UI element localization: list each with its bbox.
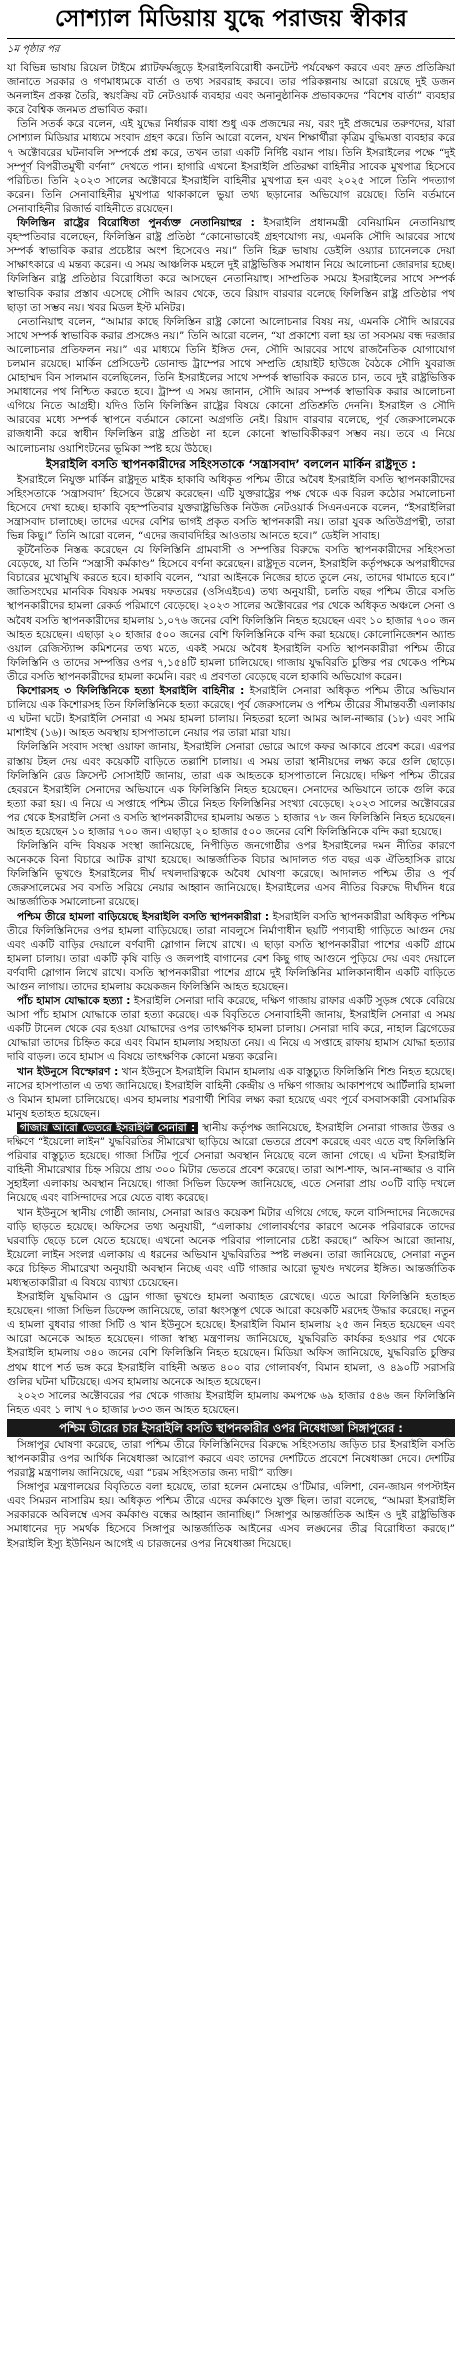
section-heading: খান ইউনুসে বিস্ফোরণ : <box>17 1065 119 1078</box>
section-hamas-fighters <box>7 994 455 1064</box>
section-heading: ফিলিস্তিন রাষ্ট্রের বিরোধিতা পুনর্ব্যক্ত নেতানিয়াহুর : <box>17 217 255 230</box>
section-heading: পশ্চিম তীরে হামলা বাড়িয়েছে ইসরাইলি বসতি স্থাপনকারীরা : <box>17 910 270 923</box>
paragraph: নেতানিয়াহু বলেন, “আমার কাছে ফিলিস্তিন রাষ্ট্র কোনো আলোচনার বিষয় নয়, এমনকি সৌদি আরবের সাথে সম্পর্ক স্বাভাবিক করার প্রসঙ্গেও নয়।” তিনি আরো বলেন, “যা প্রকাশ্যে বলা হয় তা সবসময় বন্ধ দরজার আলোচনার প্রতিফলন নয়।” এর মাধ্যমে তিনি ইঙ্গিত দেন, সৌদি আরবের সাথে রাজনৈতিক যোগাযোগ চলমান রয়েছে। মার্কিন প্রেসিডেন্ট ডোনাল্ড ট্রাম্পের সাথে সম্প্রতি হোয়াইট হাউজে বৈঠকে সৌদি যুবরাজ মোহাম্মদ বিন সালমান বলেছিলেন, তিনি ইসরাইলের সাথে সম্পর্ক স্বাভাবিক করতে চান, তবে দুই রাষ্ট্রভিত্তিক সমাধানের পথ নিশ্চিত করতে হবে। ট্রাম্প এ সময় জানান, সৌদি আরব সম্পর্ক স্বাভাবিক করার আলোচনা এগিয়ে নিতে আগ্রহী। যদিও তিনি ফিলিস্তিন রাষ্ট্রের বিষয়ে কোনো প্রতিশ্রুতি দেননি। ইসরাইল ও সৌদি আরবের মধ্যে সম্পর্ক স্থাপনে বর্তমানে কোনো অগ্রগতি নেই। রিয়াদ বারবার বলেছে, পূর্ব জেরুসালেমকে রাজধানী করে স্বাধীন ফিলিস্তিন রাষ্ট্র প্রতিষ্ঠা না হলে কোনো স্বাভাবিকীকরণ সম্ভব নয়। তবে এ নিয়ে আলোচনায় ওয়াশিংটনের ভূমিকা স্পষ্ট হয়ে উঠছে। <box>7 315 455 455</box>
section-heading: পাঁচ হামাস যোদ্ধাকে হত্যা : <box>17 995 131 1008</box>
section-singapore-sanctions <box>7 1419 455 1551</box>
paragraph: সিঙ্গাপুর ঘোষণা করেছে, তারা পশ্চিম তীরে ফিলিস্তিনিদের বিরুদ্ধে সহিংসতায় জড়িত চার ইসরাইলি বসতি স্থাপনকারীর ওপর আর্থিক নিষেধাজ্ঞা আরোপ করবে এবং তাদের দেশটিতে প্রবেশে নিষেধাজ্ঞা দেবে। দেশটির পররাষ্ট্র মন্ত্রণালয় জানিয়েছে, এরা “চরম সহিংসতার জন্য দায়ী” ব্যক্তি। <box>7 1438 455 1480</box>
article-body <box>7 61 455 1551</box>
section-netanyahu <box>7 216 455 456</box>
divider <box>7 38 455 39</box>
paragraph: সিঙ্গাপুর মন্ত্রণালয়ের বিবৃতিতে বলা হয়েছে, তারা হলেন মেনাহেম ও’টিমার, এলিশা, বেন-জায়ন গপস্টাইন এবং সিমরন নাসারিম হয়। অধিকৃত পশ্চিম তীরে এদের কর্মকাণ্ডে যুক্ত ছিল। তারা বলেছে, “আমরা ইসরাইলি সরকারকে অবিলম্বে এসব কর্মকাণ্ড বন্ধের আহ্বান জানাচ্ছি।” সিঙ্গাপুর আন্তর্জাতিক আইন ও দুই রাষ্ট্রভিত্তিক সমাধানের দৃঢ় সমর্থক হিসেবে সিঙ্গাপুর আন্তর্জাতিক আইনের এসব লঙ্ঘনের তীব্র বিরোধিতা করছে।” ইসরাইলি ইস্যু ইউনিয়ন আগেই এ চারজনের ওপর নিষেধাজ্ঞা দিয়েছে। <box>7 1481 455 1550</box>
paragraph: কূটনৈতিক নিস্তব্ধ করেছেন যে ফিলিস্তিনি গ্রামবাসী ও সম্পত্তির বিরুদ্ধে বসতি স্থাপনকারীদের সহিংসতা বেড়েছে, যা তিনি “সন্ত্রাসী কর্মকাণ্ড” হিসেবে বর্ণনা করেছেন। রাষ্ট্রদূত বলেন, ইসরাইলি কর্তৃপক্ষকে অপরাধীদের বিচারের মুখোমুখি করতে হবে। হাকাবি বলেন, “যারা আইনকে নিজের হাতে তুলে নেয়, তাদের থামাতে হবে।” জাতিসংঘের মানবিক বিষয়ক সমন্বয় দফতরের (ওসিএইচএ) তথ্য অনুযায়ী, চলতি বছর পশ্চিম তীরে বসতি স্থাপনকারীদের হামলা রেকর্ড পরিমাণে বেড়েছে। ২০২৩ সালের অক্টোবরের পর থেকে অধিকৃত অঞ্চলে সেনা ও অবৈধ বসতি স্থাপনকারীদের হামলায় ১,০৭৬ জনের বেশি ফিলিস্তিনি নিহত হয়েছেন এবং ১০ হাজার ৭০০ জন আহত হয়েছেন। এছাড়া ২০ হাজার ৫০০ জনের বেশি ফিলিস্তিনিকে বন্দি করা হয়েছে। কোলোনিজেশন অ্যান্ড ওয়াল রেজিস্ট্যান্স কমিশনের তথ্য মতে, একই সময়ে অবৈধ ইসরাইলি বসতি স্থাপনকারীরা পশ্চিম তীরে ফিলিস্তিনি ও তাদের সম্পত্তির ওপর ৭,১৫৪টি হামলা চালিয়েছে। গাজায় যুদ্ধবিরতি চুক্তির পর থেকেও পশ্চিম তীরে বসতি স্থাপনকারীদের হামলা কমেনি। বরং এ প্রবণতা বেড়েছে বলে হাকাবি অভিযোগ করেন। <box>7 544 455 683</box>
paragraph-text: ইসরাইলি সেনারা অধিকৃত পশ্চিম তীরে অভিযান চালিয়ে এক কিশোরসহ তিন ফিলিস্তিনিকে হত্যা করেছে। পূর্ব জেরুসালেম ও পশ্চিম তীরের সীমান্তবর্তী এলাকায় এ ঘটনা ঘটে। ইসরাইলি সেনারা এ সময় হামলা চালায়। নিহতরা হলো আমর আল-নাজ্জার (১৮) এবং সামি মাশাইখ (১৬)। আহত অবস্থায় হাসপাতালে নেয়ার পর তারা মারা যায়। <box>7 685 455 740</box>
section-heading: গাজায় আরো ভেতরে ইসরাইলি সেনারা : <box>17 1122 198 1134</box>
paragraph: ইসরাইলে নিযুক্ত মার্কিন রাষ্ট্রদূত মাইক হাকাবি অধিকৃত পশ্চিম তীরে অবৈধ ইসরাইলি বসতি স্থাপনকারীদের সহিংসতাকে ‘সন্ত্রাসবাদ’ হিসেবে উল্লেখ করেছেন। এটি যুক্তরাষ্ট্রের পক্ষ থেকে এক বিরল কঠোর সমালোচনা হিসেবে দেখা হচ্ছে। হাকাবি বৃহস্পতিবার যুক্তরাষ্ট্রভিত্তিক নিউজ নেটওয়ার্ক সিএনএনকে বলেন, “ইসরাইলিরা সন্ত্রাসবাদ চালাচ্ছে। তাদের এদের বেশির ভাগই প্রকৃত বসতি স্থাপনকারী নয়। তারা যুবক অতিউগ্রপন্থী, তারা ভিন্ন কিছু।” তিনি আরো বলেন, “এদের জবাবদিহির আওতায় আনতে হবে।” ডেইলি সাবাহ। <box>7 473 455 542</box>
paragraph: খান ইউনুসে স্থানীয় গোষ্ঠী জানায়, সেনারা আরও কয়েকশ মিটার এগিয়ে গেছে, ফলে বাসিন্দাদের নিজেদের বাড়ি ছাড়তে হয়েছে। অফিসের তথ্য অনুযায়ী, “এলাকায় গোলাবর্ষণের কারণে অনেক পরিবারকে তাদের ঘরবাড়ি ছেড়ে চলে যেতে হয়েছে। এখনো অনেক পরিবার পালানোর চেষ্টা করছে।” অফিস আরো জানায়, ইয়েলো লাইন সংলগ্ন এলাকায় এ ধরনের অভিযান যুদ্ধবিরতির স্পষ্ট লঙ্ঘন। তারা জানিয়েছে, সেনারা নতুন করে চিহ্নিত সীমারেখা অনুযায়ী অবস্থান নিচ্ছে এবং এটি গাজার আরো ভূখণ্ড দখলের ইঙ্গিত। আন্তর্জাতিক মধ্যস্থতাকারীরা এ বিষয়ে ব্যাখ্যা চেয়েছেন। <box>7 1206 455 1289</box>
headline: সোশ্যাল মিডিয়ায় যুদ্ধে পরাজয় স্বীকার <box>54 6 408 32</box>
section-khan-younis <box>7 1065 455 1121</box>
paragraph-text: খান ইউনুসে ইসরাইলি বিমান হামলায় এক বাস্তুচ্যুত ফিলিস্তিনি শিশু নিহত হয়েছে। নাসের হাসপাতাল এ তথ্য জানিয়েছে। ইসরাইলি বাহিনী কেন্দ্রীয় ও দক্ষিণ গাজায় আকাশপথে আর্টিলারি হামলা ও বিমান হামলা চালিয়েছে। এসব হামলায় শরণার্থী শিবির লক্ষ্য করা হয়েছে এবং পূর্বে বসবাসকারী বেসামরিক মানুষ হতাহত হয়েছেন। <box>7 1065 455 1120</box>
paragraph: ইসরাইলি যুদ্ধবিমান ও ড্রোন গাজা ভূখণ্ডে হামলা অব্যাহত রেখেছে। এতে আরো ফিলিস্তিনি হতাহত হয়েছেন। গাজা সিভিল ডিফেন্স জানিয়েছে, তারা ধ্বংসস্তূপ থেকে আরো কয়েকটি মরদেহ উদ্ধার করেছে। নতুন এ হামলা বুধবার গাজা সিটি ও খান ইউনুসে হয়েছে। ইসরাইলি বিমান হামলায় ২৫ জন নিহত হয়েছেন এবং আরো অনেকে আহত হয়েছেন। গাজা স্বাস্থ্য মন্ত্রণালয় জানিয়েছে, যুদ্ধবিরতি কার্যকর হওয়ার পর থেকে ইসরাইলি হামলায় ৩৪০ জনের বেশি ফিলিস্তিনি নিহত হয়েছেন। মিডিয়া অফিস জানিয়েছে, যুদ্ধবিরতি চুক্তির প্রথম ধাপে শর্ত ভঙ্গ করে ইসরাইলি বাহিনী অন্তত ৪০০ বার গোলাবর্ষণ, বিমান হামলা, ও ৪৯০টি সরাসরি গুলির ঘটনা ঘটিয়েছে। এসব হামলায় অনেকে আহত হয়েছেন। <box>7 1291 455 1388</box>
continued-from-label: ১ম পৃষ্ঠার পর <box>7 44 60 55</box>
section-heading: কিশোরসহ ৩ ফিলিস্তিনিকে হত্যা ইসরাইলি বাহিনীর : <box>17 685 245 698</box>
section-heading: পশ্চিম তীরের চার ইসরাইলি বসতি স্থাপনকারীর ওপর নিষেধাজ্ঞা সিঙ্গাপুরের : <box>7 1419 455 1437</box>
paragraph: ফিলিস্তিনি বন্দি বিষয়ক সংস্থা জানিয়েছে, নিপীড়িত জনগোষ্ঠীর ওপর ইসরাইলের দমন নীতির কারণে অনেককে বিনা বিচারে আটক রাখা হয়েছে। আন্তর্জাতিক বিচার আদালত গত বছর এক ঐতিহাসিক রায়ে ফিলিস্তিনি ভূখণ্ডে ইসরাইলের দীর্ঘ দখলদারিত্বকে অবৈধ ঘোষণা করেছে। আদালত পশ্চিম তীর ও পূর্ব জেরুসালেমের সব বসতি সরিয়ে নেয়ার আহ্বান জানিয়েছে। ইসরাইলের এসব নীতির বিরুদ্ধে দীর্ঘদিন ধরে আন্তর্জাতিক সমালোচনা রয়েছে। <box>7 840 455 909</box>
paragraph-text: ইসরাইলি বসতি স্থাপনকারীরা অধিকৃত পশ্চিম তীরে ফিলিস্তিনিদের ওপর হামলা বাড়িয়েছে। তারা নাবলুসে নির্মাণাধীন ছয়টি পণ্যবাহী গাড়িতে আগুন দেয় এবং একটি বাড়ির দেয়ালে বর্ণবাদী স্লোগান লিখে রাখে। এ ছাড়া বসতি স্থাপনকারীরা পাশের একটি গ্রামে হামলা চালায়। তারা একটি কৃষি বাড়ি ও জলপাই বাগানের বেশ কিছু গাছ আগুনে পুড়িয়ে দেয় এবং দেয়ালে বর্ণবাদী স্লোগান লিখে রাখে। বসতি স্থাপনকারীরা পাশের গ্রামে দুই ফিলিস্তিনির মালিকানাধীন একটি বাড়িতে আগুন লাগায়। তাদের হামলায় কয়েকজন ফিলিস্তিনি আহত হয়েছেন। <box>7 910 455 993</box>
paragraph: ফিলিস্তিনি সংবাদ সংস্থা ওয়াফা জানায়, ইসরাইলি সেনারা ভোরে আগে কফর আকাবে প্রবেশ করে। এরপর রাস্তায় টহল দেয় এবং কয়েকটি বাড়িতে তল্লাশি চালায়। এ সময় তারা স্থানীয়দের লক্ষ্য করে গুলি ছোড়ে। ফিলিস্তিনি রেড ক্রিসেন্ট সোসাইটি জানায়, তারা এক আহতকে হাসপাতালে নিয়েছে। দক্ষিণ পশ্চিম তীরের হেবরনে ইসরাইলি সেনাদের অভিযানে এক ফিলিস্তিনি নিহত হয়েছেন। সেনাদের অভিযানে তাকে গুলি করে হত্যা করা হয়। এ নিয়ে এ সপ্তাহে পশ্চিম তীরে নিহত ফিলিস্তিনির সংখ্যা বেড়েছে। ২০২৩ সালের অক্টোবরের পর থেকে ইসরাইলি সেনা ও বসতি স্থাপনকারীদের হামলায় অন্তত ১ হাজার ৭৮ জন ফিলিস্তিনি নিহত হয়েছেন। আহত হয়েছেন ১০ হাজার ৭০০ জন। এছাড়া ২০ হাজার ৫০০ জনের বেশি ফিলিস্তিনিকে বন্দি করা হয়েছে। <box>7 741 455 838</box>
section-intro <box>7 61 455 216</box>
paragraph-text: স্থানীয় কর্তৃপক্ষ জানিয়েছে, ইসরাইলি সেনারা গাজার উত্তর ও দক্ষিণে “ইয়েলো লাইন” যুদ্ধবিরতির সীমারেখা ছাড়িয়ে আরো ভেতরে প্রবেশ করেছে এবং এতে বহু ফিলিস্তিনি পরিবার বাস্তুচ্যুত হয়েছে। গাজা সিটির পূর্বে সেনারা অবস্থান নিয়েছে বলে জানা গেছে। এ ঘটনা ইসরাইলি বাহিনী সীমারেখার চিহ্ন সরিয়ে প্রায় ৩০০ মিটার ভেতরে প্রবেশ করেছে। তারা আশ-শাফ, আন-নাজ্জার ও বানি সুহাইলা এলাকায় অবস্থান নিয়েছে। গাজা সিভিল ডিফেন্স জানিয়েছে, এতে সেনারা প্রায় ৩০টি বাড়ি দখলে নিয়েছে এবং বাসিন্দাদের সরে যেতে বাধ্য করেছে। <box>7 1121 456 1205</box>
section-heading: ইসরাইলি বসতি স্থাপনকারীদের সহিংসতাকে ‘সন্ত্রাসবাদ’ বললেন মার্কিন রাষ্ট্রদূত : <box>46 456 416 471</box>
section-us-ambassador <box>7 457 455 684</box>
section-gaza-incursion <box>7 1121 455 1417</box>
section-three-killed <box>7 684 455 910</box>
paragraph-text: ইসরাইলি প্রধানমন্ত্রী বেনিয়ামিন নেতানিয়াহু বৃহস্পতিবার বলেছেন, ফিলিস্তিন রাষ্ট্র প্রতিষ্ঠা “কোনোভাবেই গ্রহণযোগ্য নয়, এমনকি সৌদি আরবের সাথে সম্পর্ক স্বাভাবিক করার প্রচেষ্টার অংশ হিসেবেও নয়।” তিনি হিব্রু ভাষায় ডেইলি ওয়্যার চ্যানেলকে দেয়া সাক্ষাৎকারে এ মন্তব্য করেন। এ সময় আঞ্চলিক মহলে দুই রাষ্ট্রভিত্তিক সমাধান নিয়ে আলোচনা জোরদার হচ্ছে। ফিলিস্তিন রাষ্ট্র প্রতিষ্ঠার বিরোধিতা করে আসছেন নেতানিয়াহু। সাম্প্রতিক সময়ে ইসরাইলের সাথে সম্পর্ক স্বাভাবিক করার প্রস্তাব এসেছে সৌদি আরব থেকে, তবে রিয়াদ বারবার বলেছে ফিলিস্তিন রাষ্ট্র প্রতিষ্ঠার পথ ছাড়া তা সম্ভব নয়। খবর মিডল ইস্ট মনিটর। <box>7 217 456 314</box>
paragraph: তিনি সতর্ক করে বলেন, এই যুদ্ধের নির্ধারক বাধা শুধু এক প্রজন্মের নয়, বরং দুই প্রজন্মের তরুণদের, যারা সোশ্যাল মিডিয়ার মাধ্যমে সংবাদ গ্রহণ করে। তিনি আরো বলেন, যখন শিক্ষার্থীরা কৃত্রিম বুদ্ধিমত্তা ব্যবহার করে ৭ অক্টোবরের ঘটনাবলি সম্পর্কে প্রশ্ন করে, তখন তারা একটি নির্দিষ্ট বয়ান পায়। তিনি ইসরাইলের পক্ষে “দুই সম্পূর্ণ বিপরীতমুখী বর্ণনা” দেখতে পান। হাগারি এখনো ইসরাইলি প্রতিরক্ষা বাহিনীর সাবেক মুখপাত্র হিসেবে পরিচিত। তিনি ২০২৩ সালের অক্টোবরে ইসরাইলি বাহিনীর মুখপাত্র হন এবং ২০২৫ সালে তিনি পদত্যাগ করেন। তিনি সেনাবাহিনীর মুখপাত্র থাকাকালে ভুয়া তথ্য ছড়ানোর অভিযোগ রয়েছে। তিনি বর্তমানে সেনাবাহিনীর রিজার্ভ বাহিনীতে রয়েছেন। <box>7 118 455 215</box>
paragraph: যা বিভিন্ন ভাষায় রিয়েল টাইমে প্ল্যাটফর্মজুড়ে ইসরাইলবিরোধী কনটেন্ট পর্যবেক্ষণ করবে এবং দ্রুত প্রতিক্রিয়া জানাতে সরকার ও গণমাধ্যমকে বার্তা ও তথ্য সরবরাহ করবে। তার পরিকল্পনায় আরো রয়েছে দুই ডজন অনলাইন প্রকল্প তৈরি, স্বয়ংক্রিয় বট নেটওয়ার্ক ব্যবহার এবং অনানুষ্ঠানিক প্রভাবকদের “বিশেষ বার্তা” ব্যবহার করে বৈশ্বিক জনমত প্রভাবিত করা। <box>7 62 455 117</box>
section-settler-attacks <box>7 910 455 995</box>
paragraph-text: ইসরাইলি সেনারা দাবি করেছে, দক্ষিণ গাজায় রাফার একটি সুড়ঙ্গ থেকে বেরিয়ে আসা পাঁচ হামাস যোদ্ধাকে তারা হত্যা করেছে। এক বিবৃতিতে সেনাবাহিনী জানায়, ইসরাইলি সেনারা এ সময় একটি টানেল থেকে বের হওয়া যোদ্ধাদের ওপর তাৎক্ষণিক হামলা চালায়। সেনারা দাবি করে, নাহাল ব্রিগেডের যোদ্ধারা তাদের চিহ্নিত করে এবং বিমান হামলায় সহায়তা নেয়। এ নিয়ে এ সপ্তাহে রাফায় হামাস যোদ্ধা হত্যার দাবি বাড়ল। তবে হামাস এ বিষয়ে তাৎক্ষণিক কোনো মন্তব্য করেনি। <box>7 995 456 1064</box>
paragraph: ২০২৩ সালের অক্টোবরের পর থেকে গাজায় ইসরাইলি হামলায় কমপক্ষে ৬৯ হাজার ৫৪৬ জন ফিলিস্তিনি নিহত এবং ১ লাখ ৭০ হাজার ৮৩৩ জন আহত হয়েছেন। <box>7 1389 455 1416</box>
